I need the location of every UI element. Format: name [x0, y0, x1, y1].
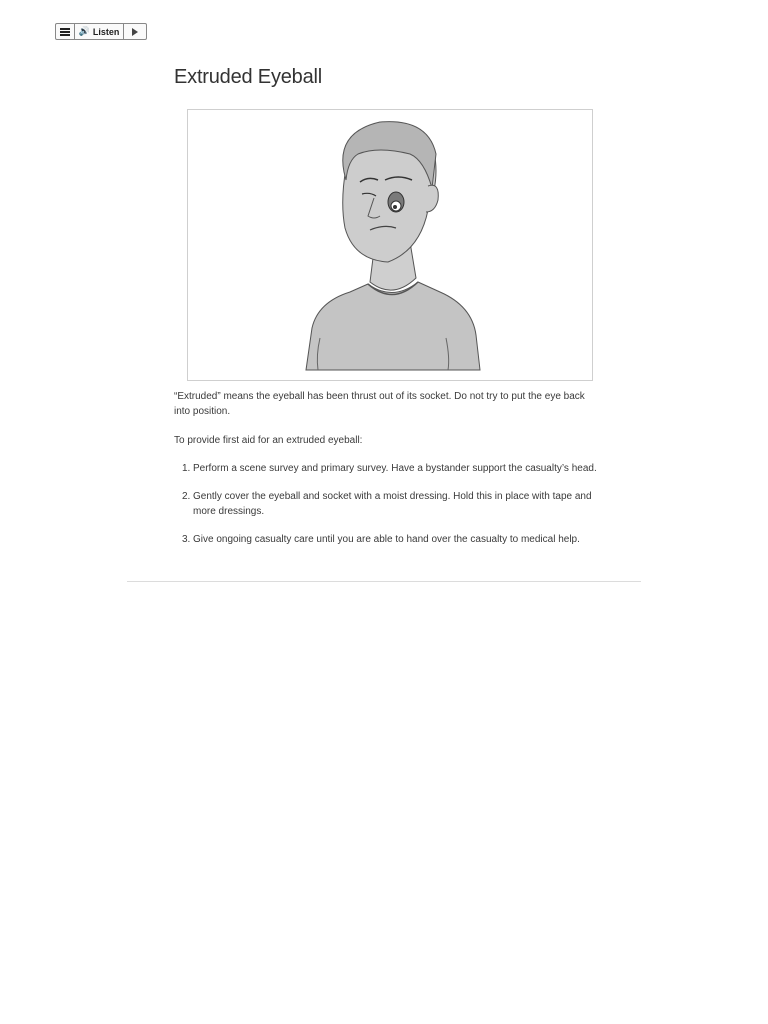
play-button[interactable] — [124, 24, 146, 39]
steps-list — [174, 461, 609, 560]
lead-in-text: To provide first aid for an extruded eyeball: — [174, 435, 363, 446]
list-item: 2. Gently cover the eyeball and socket with a moist dressing. Hold this in place with tape and more dressings. — [182, 491, 592, 517]
casualty-illustration — [187, 109, 593, 381]
menu-icon[interactable] — [56, 24, 75, 39]
intro-paragraph: “Extruded” means the eyeball has been thrust out of its socket. Do not try to put the eye back into position. — [174, 391, 585, 417]
listen-button[interactable] — [75, 24, 124, 39]
play-icon — [132, 28, 138, 36]
list-item: 3. Give ongoing casualty care until you are able to hand over the casualty to medical help. — [182, 534, 580, 545]
listen-label: Listen — [92, 26, 120, 37]
page-title: Extruded Eyeball — [174, 66, 323, 88]
speaker-icon: 🔊 — [78, 26, 90, 36]
listen-toolbar — [55, 23, 147, 40]
list-item: 1. Perform a scene survey and primary survey. Have a bystander support the casualty’s head. — [182, 463, 597, 474]
divider — [127, 581, 641, 582]
